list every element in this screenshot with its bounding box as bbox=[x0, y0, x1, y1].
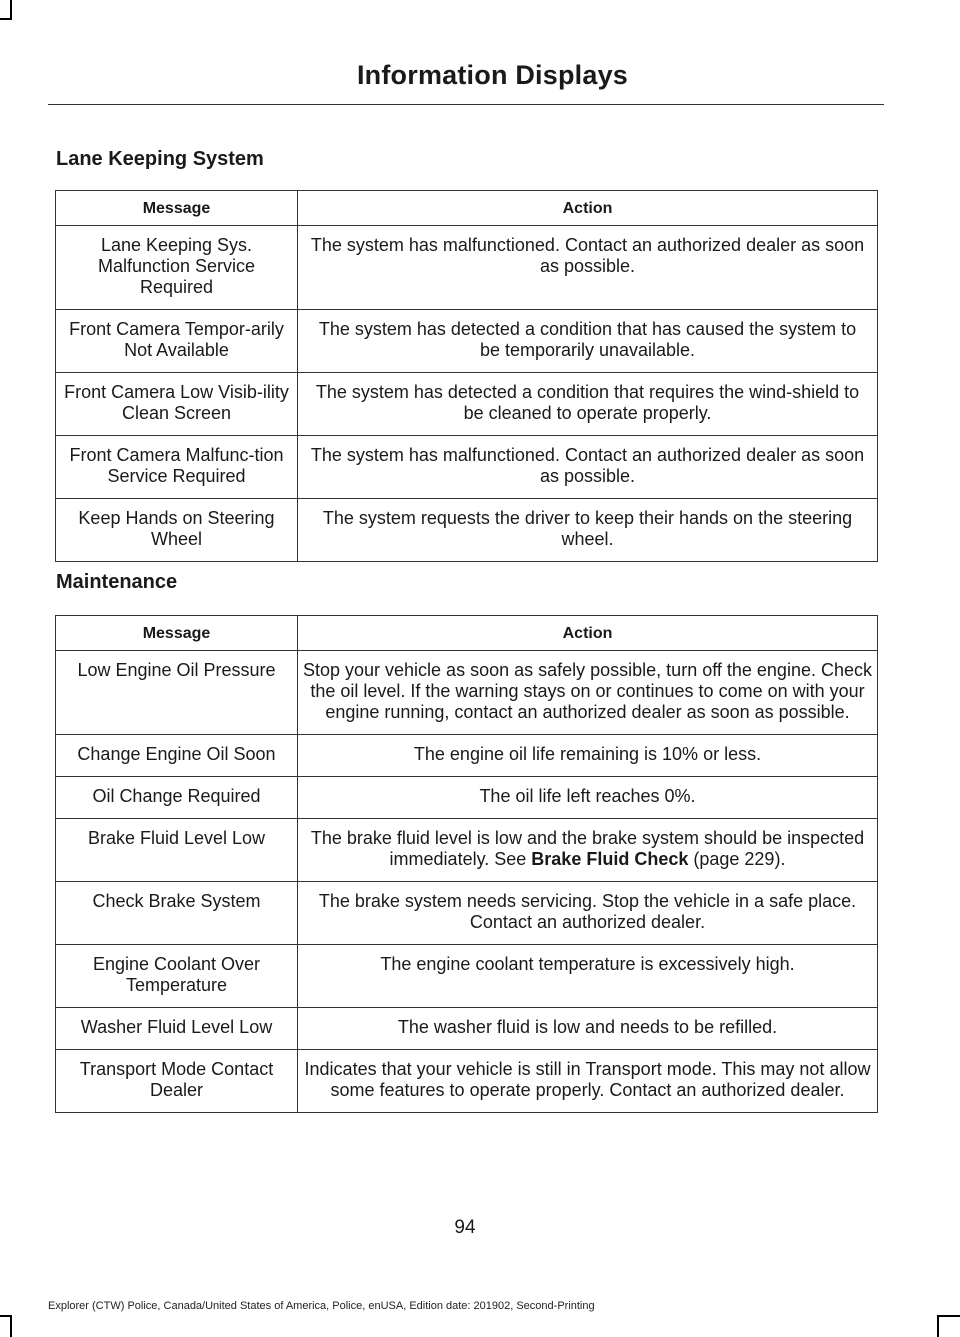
message-cell: Low Engine Oil Pressure bbox=[56, 651, 298, 735]
action-cell: The washer fluid is low and needs to be refilled. bbox=[298, 1008, 878, 1050]
section-title-maintenance: Maintenance bbox=[56, 571, 178, 593]
table-row bbox=[56, 499, 878, 562]
crop-mark bbox=[0, 18, 12, 20]
table-row bbox=[56, 373, 878, 436]
table-row bbox=[56, 226, 878, 310]
table-row bbox=[56, 777, 878, 819]
maintenance-table bbox=[55, 615, 878, 1113]
message-cell: Transport Mode Contact Dealer bbox=[56, 1050, 298, 1113]
message-cell: Washer Fluid Level Low bbox=[56, 1008, 298, 1050]
table-row bbox=[56, 310, 878, 373]
action-text: The brake fluid level is low and the brake system should be inspected immediately. See bbox=[310, 828, 865, 869]
column-header-message: Message bbox=[56, 616, 298, 651]
crop-mark bbox=[937, 1315, 960, 1317]
page-number: 94 bbox=[454, 1217, 476, 1238]
crop-mark bbox=[10, 1315, 12, 1337]
action-cell: Stop your vehicle as soon as safely possible, turn off the engine. Check the oil level. If the warning stays on or continues to come on with your engine running, contact an authorized dealer as soon as possible. bbox=[298, 651, 878, 735]
message-cell: Check Brake System bbox=[56, 882, 298, 945]
action-cell bbox=[298, 819, 878, 882]
column-header-action: Action bbox=[298, 616, 878, 651]
message-cell: Keep Hands on Steering Wheel bbox=[56, 499, 298, 562]
message-cell: Change Engine Oil Soon bbox=[56, 735, 298, 777]
section-title-lane-keeping: Lane Keeping System bbox=[56, 148, 264, 170]
message-cell: Front Camera Tempor-arily Not Available bbox=[56, 310, 298, 373]
action-cell: The system has detected a condition that requires the wind-shield to be cleaned to operate properly. bbox=[298, 373, 878, 436]
column-header-action: Action bbox=[298, 191, 878, 226]
action-cell: The system has malfunctioned. Contact an authorized dealer as soon as possible. bbox=[298, 226, 878, 310]
message-cell: Engine Coolant Over Temperature bbox=[56, 945, 298, 1008]
action-cell: The system requests the driver to keep their hands on the steering wheel. bbox=[298, 499, 878, 562]
crop-mark bbox=[10, 0, 12, 20]
table-row bbox=[56, 819, 878, 882]
table-row bbox=[56, 1008, 878, 1050]
brake-fluid-check-link[interactable]: Brake Fluid Check bbox=[531, 849, 689, 869]
action-cell: The system has detected a condition that has caused the system to be temporarily unavailable. bbox=[298, 310, 878, 373]
table-row bbox=[56, 651, 878, 735]
table-row bbox=[56, 945, 878, 1008]
table-row bbox=[56, 436, 878, 499]
page-reference: (page 229). bbox=[693, 849, 786, 869]
message-cell: Front Camera Low Visib-ility Clean Screen bbox=[56, 373, 298, 436]
table-row bbox=[56, 735, 878, 777]
header-divider bbox=[48, 104, 884, 105]
action-cell: The engine coolant temperature is excessively high. bbox=[298, 945, 878, 1008]
page-title: Information Displays bbox=[356, 60, 628, 90]
column-header-message: Message bbox=[56, 191, 298, 226]
message-cell: Lane Keeping Sys. Malfunction Service Required bbox=[56, 226, 298, 310]
crop-mark bbox=[937, 1315, 939, 1337]
table-row bbox=[56, 1050, 878, 1113]
action-cell: The engine oil life remaining is 10% or less. bbox=[298, 735, 878, 777]
action-cell: Indicates that your vehicle is still in Transport mode. This may not allow some features to operate properly. Contact an authorized dealer. bbox=[298, 1050, 878, 1113]
action-cell: The brake system needs servicing. Stop the vehicle in a safe place. Contact an authorized dealer. bbox=[298, 882, 878, 945]
footer-edition-info: Explorer (CTW) Police, Canada/United States of America, Police, enUSA, Edition date: 201902, Second-Printing bbox=[48, 1300, 595, 1312]
lane-keeping-table bbox=[55, 190, 878, 562]
message-cell: Front Camera Malfunc-tion Service Required bbox=[56, 436, 298, 499]
message-cell: Oil Change Required bbox=[56, 777, 298, 819]
action-cell: The oil life left reaches 0%. bbox=[298, 777, 878, 819]
table-row bbox=[56, 882, 878, 945]
action-cell: The system has malfunctioned. Contact an authorized dealer as soon as possible. bbox=[298, 436, 878, 499]
message-cell: Brake Fluid Level Low bbox=[56, 819, 298, 882]
crop-mark bbox=[0, 1315, 12, 1317]
